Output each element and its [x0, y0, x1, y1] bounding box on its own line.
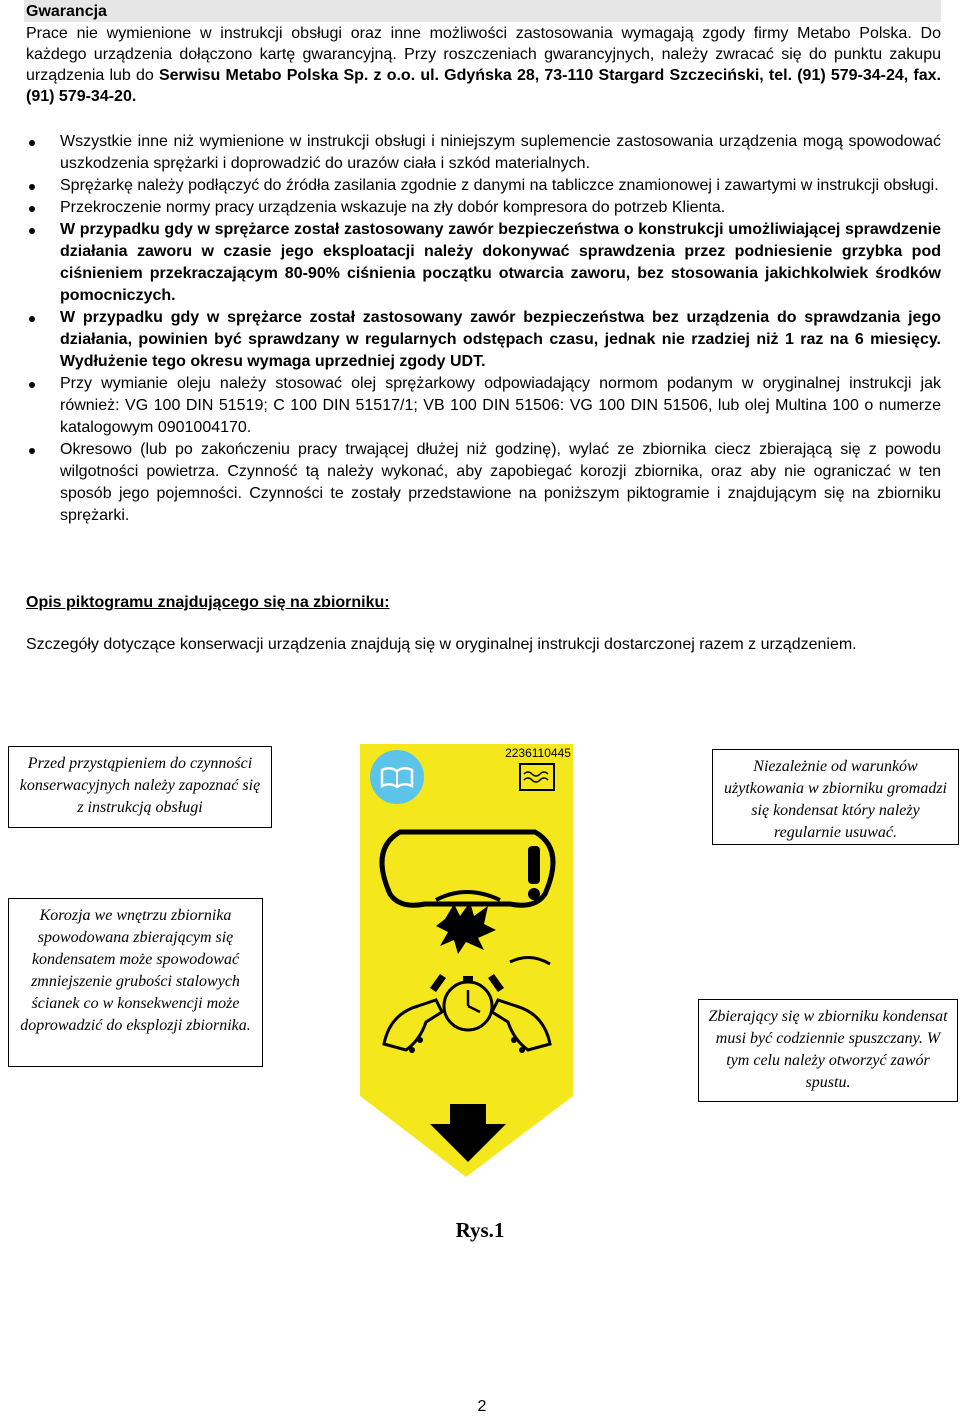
manual-book-icon: [370, 750, 424, 804]
list-item: Okresowo (lub po zakończeniu pracy trwającej dłużej niż godzinę), wylać ze zbiornika ciecz zbierającą się z powodu wilgotności powietrza. Czynność tą należy wykonać, aby zapobiegać korozji zbiornika, oraz aby nie ograniczać w ten sposób jego pojemności. Czynności te zostały przedstawione na poniższym piktogramie i znajdującym się na zbiorniku sprężarki.: [26, 439, 941, 527]
callout-read-manual: Przed przystąpieniem do czynności konserwacyjnych należy zapoznać się z instrukcją obsługi: [8, 746, 272, 828]
callout-corrosion: Korozja we wnętrzu zbiornika spowodowana zbierającym się kondensatem może spowodować zmniejszenie grubości stalowych ścianek co w konsekwencji może doprowadzić do eksplozji zbiornika.: [8, 898, 263, 1067]
warning-exclamation-icon: [528, 846, 540, 900]
tank-pictogram-label: [360, 744, 573, 1177]
intro-text: Prace nie wymienione w instrukcji obsługi oraz inne możliwości zastosowania wymagają zgody firmy Metabo Polska. Do każdego urządzenia dołączono kartę gwarancyjną. Przy roszczeniach gwarancyjnych, należy zwracać się do punktu zakupu urządzenia lub do: [26, 25, 941, 84]
list-item: Sprężarkę należy podłączyć do źródła zasilania zgodnie z danymi na tabliczce znamionowej i zawartymi w instrukcji obsługi.: [26, 175, 941, 197]
part-number: 2236110445: [505, 746, 571, 760]
intro-paragraph: [26, 23, 941, 107]
list-item: Przekroczenie normy pracy urządzenia wskazuje na zły dobór kompresora do potrzeb Klienta.: [26, 197, 941, 219]
list-item: Wszystkie inne niż wymienione w instrukcji obsługi i niniejszym suplemencie zastosowania urządzenia mogą spowodować uszkodzenia sprężarki i doprowadzić do urazów ciała i szkód materialnych.: [26, 131, 941, 175]
callout-condensate: Niezależnie od warunków użytkowania w zbiorniku gromadzi się kondensat który należy regularnie usuwać.: [712, 749, 959, 845]
page-number: 2: [477, 1398, 487, 1415]
pictogram-section-title: Opis piktogramu znajdującego się na zbiorniku:: [26, 594, 390, 611]
section-title-gwarancja: Gwarancja: [26, 3, 107, 20]
pictogram-svg: [360, 744, 573, 1177]
figure-caption: Rys.1: [455, 1218, 505, 1242]
service-address: Serwisu Metabo Polska Sp. z o.o. ul. Gdyńska 28, 73-110 Stargard Szczeciński, tel. (91) 579-34-24, fax. (91) 579-34-20.: [26, 67, 941, 105]
section-header: [24, 0, 941, 22]
instruction-list: [26, 131, 941, 527]
callout-drain-daily: Zbierający się w zbiorniku kondensat musi być codziennie spuszczany. W tym celu należy otworzyć zawór spustu.: [698, 999, 958, 1102]
list-item: Przy wymianie oleju należy stosować olej sprężarkowy odpowiadający normom podanym w oryginalnej instrukcji jak również: VG 100 DIN 51519; C 100 DIN 51517/1; VB 100 DIN 51506: VG 100 DIN 51506, lub olej Multina 100 o numerze katalogowym 0901004170.: [26, 373, 941, 439]
list-item: W przypadku gdy w sprężarce został zastosowany zawór bezpieczeństwa o konstrukcji umożliwiającej sprawdzenie działania zaworu w czasie jego eksploatacji należy dokonywać sprawdzenia przez podniesienie grzybka pod ciśnieniem przekraczającym 80-90% ciśnienia początku otwarcia zaworu, bez stosowania jakichkolwiek środków pomocniczych.: [26, 219, 941, 307]
list-item: W przypadku gdy w sprężarce został zastosowany zawór bezpieczeństwa bez urządzenia do sprawdzania jego działania, powinien być sprawdzany w regularnych odstępach czasu, jednak nie rzadziej niż 1 raz na 6 miesięcy. Wydłużenie tego okresu wymaga uprzedniej zgody UDT.: [26, 307, 941, 373]
pictogram-section-text: Szczegóły dotyczące konserwacji urządzenia znajdują się w oryginalnej instrukcji dostarczonej razem z urządzeniem.: [26, 636, 857, 653]
